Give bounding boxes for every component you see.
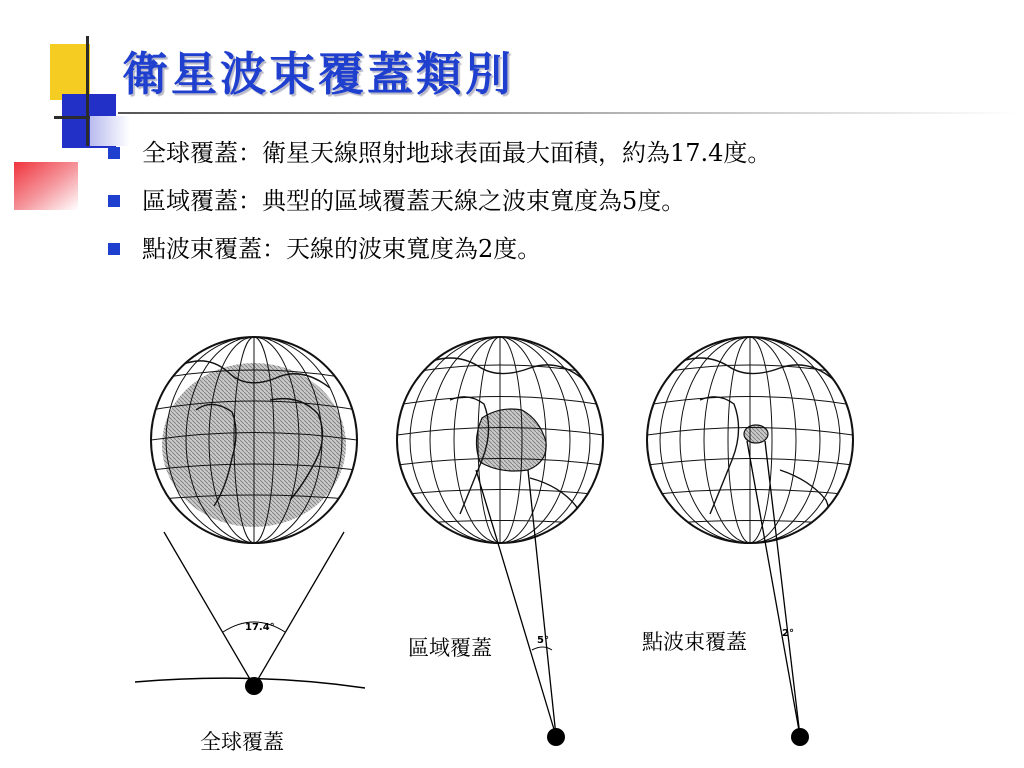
angle-label-global: 17.4°	[245, 622, 275, 633]
angle-label-regional: 5°	[537, 635, 549, 646]
bullet-text: 點波束覆蓋：天線的波束寬度為2度。	[142, 235, 542, 263]
caption-spot: 點波束覆蓋	[642, 630, 747, 654]
satellite-dot-regional	[547, 728, 565, 746]
caption-regional: 區域覆蓋	[408, 636, 492, 660]
angle-label-spot: 2°	[782, 628, 794, 639]
bullet-text: 全球覆蓋：衛星天線照射地球表面最大面積，約為17.4度。	[142, 139, 772, 167]
satellite-dot-spot	[791, 728, 809, 746]
satellite-dot-global	[245, 677, 263, 695]
globe-global	[135, 337, 365, 695]
slide-title: 衛星波束覆蓋類別	[122, 47, 514, 101]
globe-regional	[397, 337, 603, 746]
globe-spot	[647, 337, 853, 746]
caption-global: 全球覆蓋	[200, 730, 284, 754]
bullet-text: 區域覆蓋：典型的區域覆蓋天線之波束寬度為5度。	[142, 187, 686, 215]
